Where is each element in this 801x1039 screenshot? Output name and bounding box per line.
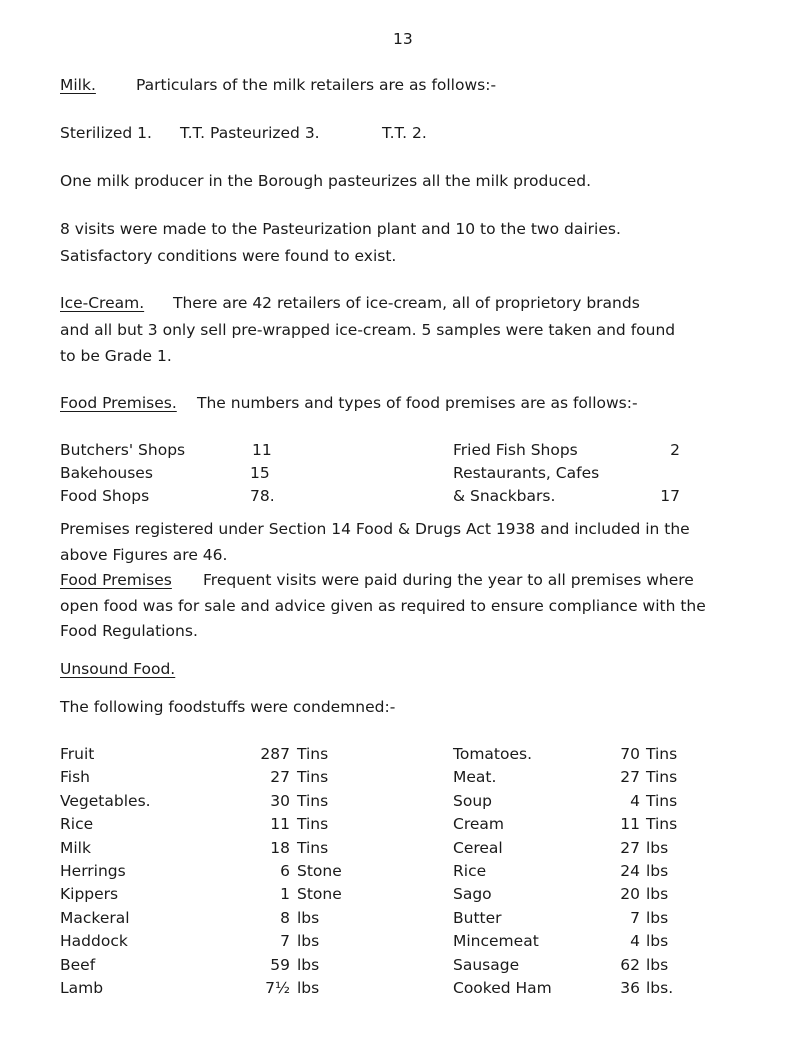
condemned-unit: Tins (646, 768, 678, 786)
condemned-quantity: 36 (620, 979, 640, 997)
condemned-item: Rice (60, 815, 94, 833)
premises-left-value: 78. (250, 487, 275, 505)
ice-cream-line1: There are 42 retailers of ice-cream, all of proprietory brands (173, 294, 640, 312)
condemned-quantity: 59 (270, 956, 290, 974)
premises-right-label: & Snackbars. (453, 487, 556, 505)
condemned-unit: Tins (297, 745, 329, 763)
condemned-unit: lbs (297, 979, 320, 997)
condemned-quantity: 18 (270, 839, 290, 857)
condemned-unit: Tins (646, 815, 678, 833)
condemned-item: Mincemeat (453, 932, 539, 950)
registered-line2: above Figures are 46. (60, 546, 228, 564)
condemned-unit: lbs (646, 956, 669, 974)
condemned-quantity: 7½ (265, 979, 290, 997)
condemned-quantity: 27 (620, 768, 640, 786)
ice-cream-heading: Ice-Cream. (60, 294, 145, 312)
condemned-quantity: 20 (620, 885, 640, 903)
milk-visits-line: 8 visits were made to the Pasteurization plant and 10 to the two dairies. (60, 220, 621, 238)
condemned-item: Soup (453, 792, 492, 810)
ice-cream-line3: to be Grade 1. (60, 347, 172, 365)
condemned-quantity: 4 (630, 792, 640, 810)
condemned-item: Lamb (60, 979, 104, 997)
condemned-unit: lbs (297, 956, 320, 974)
condemned-item: Cream (453, 815, 504, 833)
premises-right-value: 2 (670, 441, 680, 459)
condemned-unit: Tins (646, 745, 678, 763)
condemned-unit: Tins (646, 792, 678, 810)
premises-left-label: Food Shops (60, 487, 150, 505)
condemned-unit: lbs (646, 839, 669, 857)
condemned-item: Kippers (60, 885, 119, 903)
condemned-quantity: 7 (280, 932, 290, 950)
premises-right-label: Restaurants, Cafes (453, 464, 600, 482)
premises-left-label: Butchers' Shops (60, 441, 186, 459)
condemned-item: Meat. (453, 768, 497, 786)
food-premises-heading: Food Premises. (60, 394, 177, 412)
condemned-quantity: 8 (280, 909, 290, 927)
condemned-item: Herrings (60, 862, 126, 880)
condemned-unit: lbs (297, 909, 320, 927)
visits-line3: Food Regulations. (60, 622, 198, 640)
condemned-item: Mackeral (60, 909, 130, 927)
condemned-quantity: 27 (620, 839, 640, 857)
condemned-item: Cereal (453, 839, 503, 857)
registered-line1: Premises registered under Section 14 Food & Drugs Act 1938 and included in the (60, 520, 690, 538)
visits-line1: Frequent visits were paid during the year to all premises where (203, 571, 694, 589)
milk-intro: Particulars of the milk retailers are as follows:- (136, 76, 497, 94)
milk-heading: Milk. (60, 76, 96, 94)
premises-left-value: 15 (250, 464, 270, 482)
condemned-item: Cooked Ham (453, 979, 552, 997)
condemned-quantity: 7 (630, 909, 640, 927)
milk-tt-pasteurized: T.T. Pasteurized 3. (180, 124, 320, 142)
condemned-item: Rice (453, 862, 487, 880)
condemned-quantity: 11 (270, 815, 290, 833)
condemned-item: Fruit (60, 745, 95, 763)
condemned-quantity: 6 (280, 862, 290, 880)
premises-left-label: Bakehouses (60, 464, 153, 482)
unsound-intro: The following foodstuffs were condemned:- (60, 698, 396, 716)
page-number: 13 (393, 30, 413, 48)
condemned-quantity: 27 (270, 768, 290, 786)
condemned-unit: Stone (297, 862, 342, 880)
premises-left-value: 11 (252, 441, 272, 459)
condemned-item: Tomatoes. (453, 745, 533, 763)
condemned-unit: Stone (297, 885, 342, 903)
condemned-item: Butter (453, 909, 502, 927)
milk-sterilized: Sterilized 1. (60, 124, 152, 142)
milk-producer-line: One milk producer in the Borough pasteurizes all the milk produced. (60, 172, 592, 190)
visits-heading: Food Premises (60, 571, 172, 589)
condemned-quantity: 4 (630, 932, 640, 950)
condemned-item: Beef (60, 956, 96, 974)
condemned-item: Fish (60, 768, 90, 786)
condemned-unit: lbs (646, 862, 669, 880)
visits-line2: open food was for sale and advice given as required to ensure compliance with the (60, 597, 706, 615)
condemned-unit: lbs (646, 932, 669, 950)
condemned-unit: lbs (646, 909, 669, 927)
milk-tt: T.T. 2. (382, 124, 427, 142)
condemned-item: Haddock (60, 932, 128, 950)
condemned-item: Milk (60, 839, 91, 857)
ice-cream-line2: and all but 3 only sell pre-wrapped ice-cream. 5 samples were taken and found (60, 321, 676, 339)
condemned-quantity: 24 (620, 862, 640, 880)
condemned-item: Vegetables. (60, 792, 151, 810)
premises-right-label: Fried Fish Shops (453, 441, 578, 459)
milk-satisfactory-line: Satisfactory conditions were found to exist. (60, 247, 397, 265)
condemned-quantity: 62 (620, 956, 640, 974)
condemned-unit: lbs (297, 932, 320, 950)
condemned-unit: lbs. (646, 979, 674, 997)
condemned-quantity: 70 (620, 745, 640, 763)
condemned-quantity: 30 (270, 792, 290, 810)
condemned-item: Sausage (453, 956, 520, 974)
food-premises-intro: The numbers and types of food premises are as follows:- (197, 394, 638, 412)
condemned-quantity: 1 (280, 885, 290, 903)
condemned-unit: Tins (297, 815, 329, 833)
unsound-heading: Unsound Food. (60, 660, 176, 678)
premises-right-value: 17 (660, 487, 680, 505)
condemned-unit: lbs (646, 885, 669, 903)
condemned-unit: Tins (297, 792, 329, 810)
condemned-quantity: 11 (620, 815, 640, 833)
condemned-unit: Tins (297, 839, 329, 857)
condemned-unit: Tins (297, 768, 329, 786)
condemned-quantity: 287 (260, 745, 290, 763)
condemned-item: Sago (453, 885, 492, 903)
